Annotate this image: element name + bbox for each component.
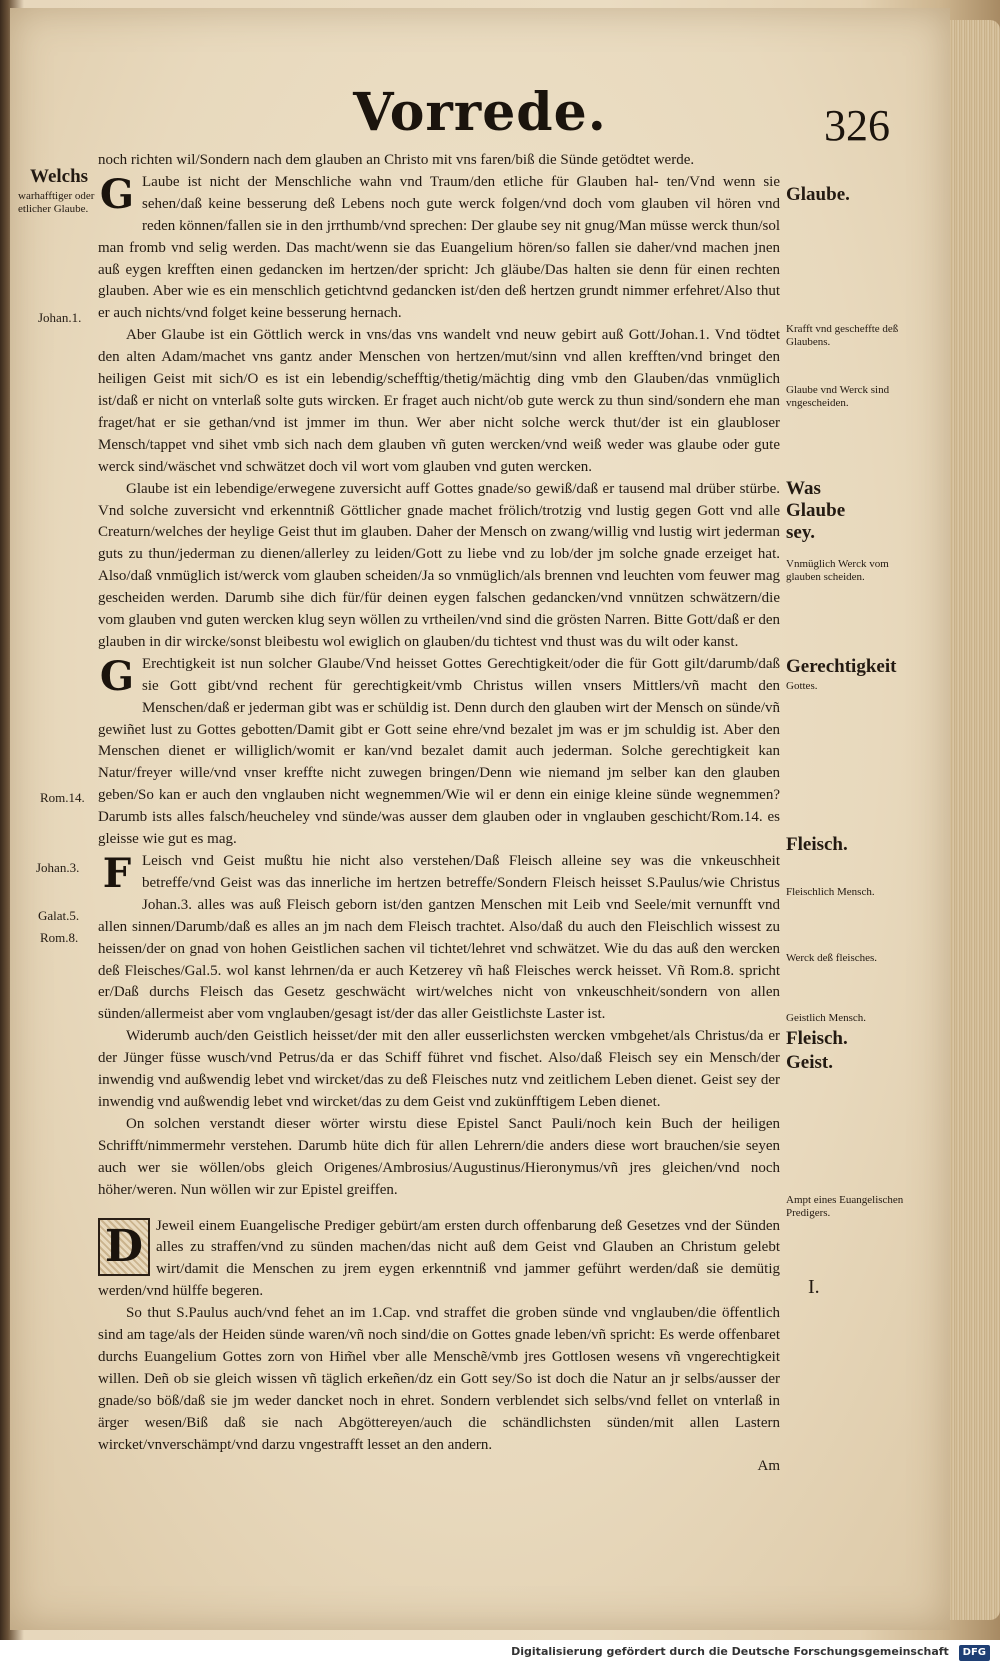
- margin-glaube-werck: Glaube vnd Werck sind vngescheiden.: [786, 384, 890, 409]
- drop-initial-g2: G: [99, 652, 135, 700]
- margin-rom14: Rom.14.: [40, 790, 85, 805]
- margin-roman-one: I.: [808, 1276, 820, 1298]
- catchword: Am: [757, 1458, 780, 1475]
- margin-johan1: Johan.1.: [38, 310, 82, 325]
- margin-fleisch: Fleisch.: [786, 834, 848, 855]
- margin-geist: Geist.: [786, 1052, 833, 1073]
- drop-initial-g: G: [99, 170, 135, 218]
- margin-krafft: Krafft vnd gescheffte deß Glaubens.: [786, 323, 899, 348]
- margin-gottes: Gottes.: [786, 680, 818, 692]
- section-gap: [98, 1202, 780, 1216]
- footer-credit: Digitalisierung gefördert durch die Deutsche Forschungsgemeinschaft: [511, 1645, 949, 1658]
- margin-werck-fleisches: Werck deß fleisches.: [786, 952, 878, 964]
- footer-credit-bar: [0, 1640, 1000, 1664]
- paragraph-7: On solchen verstandt dieser wörter wirstu diese Epistel Sanct Pauli/noch kein Buch der heiligen Schrifft/nimmermehr verstehen. Darumb hüte dich für allen Lehrern/die anders diese wort brauchen/sie seyen auch wer sie wöllen/obs gleich Origenes/Ambrosius/Augustinus/Hieronymus/vñ jres gleichen/vnd noch höher/weren. Nun wöllen wir zur Epistel greiffen.: [98, 1115, 780, 1198]
- paragraph-1: [98, 172, 780, 325]
- margin-welchs-sub: warhafftiger oder etlicher Glaube.: [18, 190, 95, 215]
- body-text: [98, 150, 780, 1478]
- paragraph-9: So thut S.Paulus auch/vnd fehet an im 1.Cap. vnd straffet die groben sünde vnd vnglauben/die öffentlich sind am tage/als der Heiden sünde waren/vñ noch sind/die on Gottes gnade leben/vñ spricht: Es werde offenbaret durchs Euangelium Gottes zorn von Him̃el vber alle Menschẽ/vmb jres Gottlosen wesens vñ vngerechtigkeit willen. Deñ ob sie gleich wissen vñ täglich erkeñen/dz ein Gott sey/So ist doch die Natur an jr selbs/ausser der gnade/so böß/daß sie jm weder dancket noch in ehret. Sondern verblendet sich selbs/vnd fellet on vnterlaß in ärger wesen/Biß daß sie nach Abgöttereyen/auch die schändlichsten sünden/mit allen Lastern wircket/vnverschämpt/vnd darzu vngestrafft lesset an den andern.: [98, 1305, 780, 1453]
- paragraph-0: noch richten wil/Sondern nach dem glauben an Christo mit vns faren/biß die Sünde getödtet werde.: [98, 152, 695, 168]
- margin-vnmueglich: Vnmüglich Werck vom glauben scheiden.: [786, 558, 889, 583]
- margin-gerechtigkeit: Gerechtigkeit: [786, 656, 897, 677]
- margin-fleisch-2: Fleisch.: [786, 1028, 848, 1049]
- paragraph-1-text: Laube ist nicht der Menschliche wahn vnd Traum/den etliche für Glauben hal- ten/Vnd wenn sie sehen/daß keine besserung deß Lebens noch gute werck folgen/vnd doch vom glauben vil hören vnd reden können/fallen sie in den jrrthumb/vnd sprechen: Der glaube sey nit gnug/Man müsse werck thun/sol man fromb vnd selig werden. Das macht/wenn sie das Euangelium hören/so fallen sie daher/vnd machen jnen auß eygen krefften einen gedancken im hertzen/der spricht: Jch gläube/Das halten sie denn für einen rechten glauben. Aber wie es ein menschlich getichtvnd gedancken ist/den deß hertzen grundt nimmer erfehret/Also thut er auch nichts/vnd folget keine besserung hernach.: [98, 173, 780, 322]
- margin-welchs: Welchs: [30, 166, 89, 187]
- margin-ampt: Ampt eines Euangelischen Predigers.: [786, 1194, 904, 1219]
- paragraph-2: Aber Glaube ist ein Göttlich werck in vns/das vns wandelt vnd neuw gebirt auß Gott/Johan.1. Vnd tödtet den alten Adam/machet vns gantz ander Menschen von hertzen/mut/sinn vnd allen krefften/vnd bringet den heiligen Geist mit sich/O es ist ein lebendig/schefftig/thetig/mächtig ding vmb den Glauben/das vnmüglich ist/daß er nicht on vnterlaß solte guts wircken. Er fraget auch nicht/ob gute werck zu thun sind/sondern ehe man fraget/hat er sie gethan/vnd ist jmmer im thun. Wer aber nicht solche werck thut/der ist ein glaubloser Mensch/tappet vnd sihet vmb sich nach dem glauben vñ guten wercken/vnd weiß weder was glaube oder gute werck sind/wäschet vnd schwätzet doch vil wort vom glauben vnd guten wercken.: [98, 327, 780, 475]
- paragraph-3: Glaube ist ein lebendige/erwegene zuversicht auff Gottes gnade/so gewiß/daß er tausend mal drüber stürbe. Vnd solche zuversicht vnd erkenntniß Göttlicher gnade machet frölich/trotzig vnd lustig gegen Gott vnd alle Creaturn/welches der heylige Geist thut im glauben. Daher der Mensch on zwang/willig vnd lustig wirt jederman guts zu thun/jederman zu dienen/allerley zu leiden/Gott zu liebe vnd zu lob/der jm solche gnade erzeiget hat. Also/daß vnmüglich ist/werck vom glauben scheiden/Ja so vnmüglich/als brennen vnd leuchten vom feuwer mag gescheiden werden. Darumb sihe dich für/für deinen eygen falschen gedancken/vnd vnnützen schwätzern/die vom glauben vnd guten wercken klug seyn wöllen zu vrtheilen/vnd sind die grösten Narren. Bitte Gott/daß er den glauben in dir wircke/sonst bleibestu wol ewiglich on glauben/du tichtest vnd thust was du wilt oder kanst.: [98, 480, 780, 650]
- drop-initial-f: F: [102, 850, 132, 897]
- paragraph-4: [98, 654, 780, 851]
- paragraph-5-text: Leisch vnd Geist mußtu hie nicht also verstehen/Daß Fleisch alleine sey was die vnkeuschheit betreffe/vnd Geist was das innerliche im hertzen betreffe/Sondern Fleisch heisset S.Paulus/wie Christus Johan.3. alles was auß Fleisch geborn ist/den gantzen Menschen mit Leib vnd Seele/mit vernunfft vnd allen sinnen/Darumb/daß es alles an jm nach dem Fleisch trachtet. Also/daß du auch den Fleischlich wissest zu heissen/der on gnad von hohen Geistlichen sachen vil tichtet/lehret vnd schwätzet. Wie du das auß den wercken deß Fleisches/Gal.5. wol kanst lehrnen/da er auch Ketzerey vñ haß Fleisches werck heisset. Vñ Rom.8. spricht er/Daß durchs Fleisch das Gesetz geschwächt wirt/welches nicht von vnkeuschheit/sondern von allen sünden/allermeist aber vom vnglauben/gesagt ist/der das aller Geistlichste Laster ist.: [98, 853, 780, 1023]
- page-number: 326: [824, 101, 890, 150]
- paragraph-5: [98, 851, 780, 1026]
- paragraph-8: [98, 1216, 780, 1304]
- paragraph-8-text: Jeweil einem Euangelische Prediger gebürt/am ersten durch offenbarung deß Gesetzes vnd der Sünden alles zu straffen/vnd zu sünden machen/das nicht auß dem Geist vnd Glauben an Christum gelebt wirt/damit die Menschen zu jrem eygen erkenntniß vnd jammer geführt werden/daß sie demütig werden/vnd hülffe begeren.: [98, 1217, 780, 1300]
- margin-fleischlich-mensch: Fleischlich Mensch.: [786, 886, 875, 898]
- margin-johan3: Johan.3.: [36, 860, 80, 875]
- margin-galat5: Galat.5.: [38, 908, 80, 923]
- margin-glaube: Glaube.: [786, 184, 850, 205]
- paragraph-6: Widerumb auch/den Geistlich heisset/der mit den aller eusserlichsten wercken vmbgehet/als Christus/da er der Jünger füsse wusch/vnd Petrus/da er das Schiff führet vnd fischet. Also/daß Fleisch sey ein Mensch/der inwendig vnd außwendig lebet vnd wircket/das zu deß Fleisches nutz vnd zeitlichem Leben dienet. Geist sey der inwendig vnd außwendig lebet vnd wircket/das zu dem Geist vnd zukünfftigem Leben dienet.: [98, 1028, 780, 1110]
- page-title: Vorrede.: [353, 82, 607, 143]
- margin-geistlich-mensch: Geistlich Mensch.: [786, 1012, 867, 1024]
- margin-was-glaube: Was Glaube sey.: [786, 478, 846, 543]
- drop-initial-d: D: [98, 1218, 150, 1276]
- margin-rom8: Rom.8.: [40, 930, 79, 945]
- dfg-logo: DFG: [959, 1645, 990, 1661]
- page-edges: [950, 20, 1000, 1620]
- paragraph-4-text: Erechtigkeit ist nun solcher Glaube/Vnd heisset Gottes Gerechtigkeit/oder die für Gott gilt/darumb/daß sie Gott gibt/vnd rechent für gerechtigkeit/vmb Christus willen vnsers Mittlers/vñ macht den Menschen/daß er jederman gibt was er schüldig ist. Denn durch den glauben wirt der Mensch on sünde/vñ gewiñet lust zu Gottes gebotten/Damit gibt er Gott seine ehre/vnd bezalet jm was er jm schuldig ist. Aber den Menschen dienet er williglich/womit er kan/vnd bezalet damit auch jederman. Solche gerechtigkeit kan Natur/freyer wille/vnd vnser kreffte nicht zuwegen bringen/Denn wie niemand jm selber kan den glauben geben/So kan er auch den vnglauben nicht wegnemmen/Wie wil er denn ein einige kleine sünde wegnemmen? Darumb ists alles falsch/heucheley vnd sünde/was ausser dem glauben oder in vnglauben geschicht/Rom.14. es gleisse wie gut es mag.: [98, 655, 780, 848]
